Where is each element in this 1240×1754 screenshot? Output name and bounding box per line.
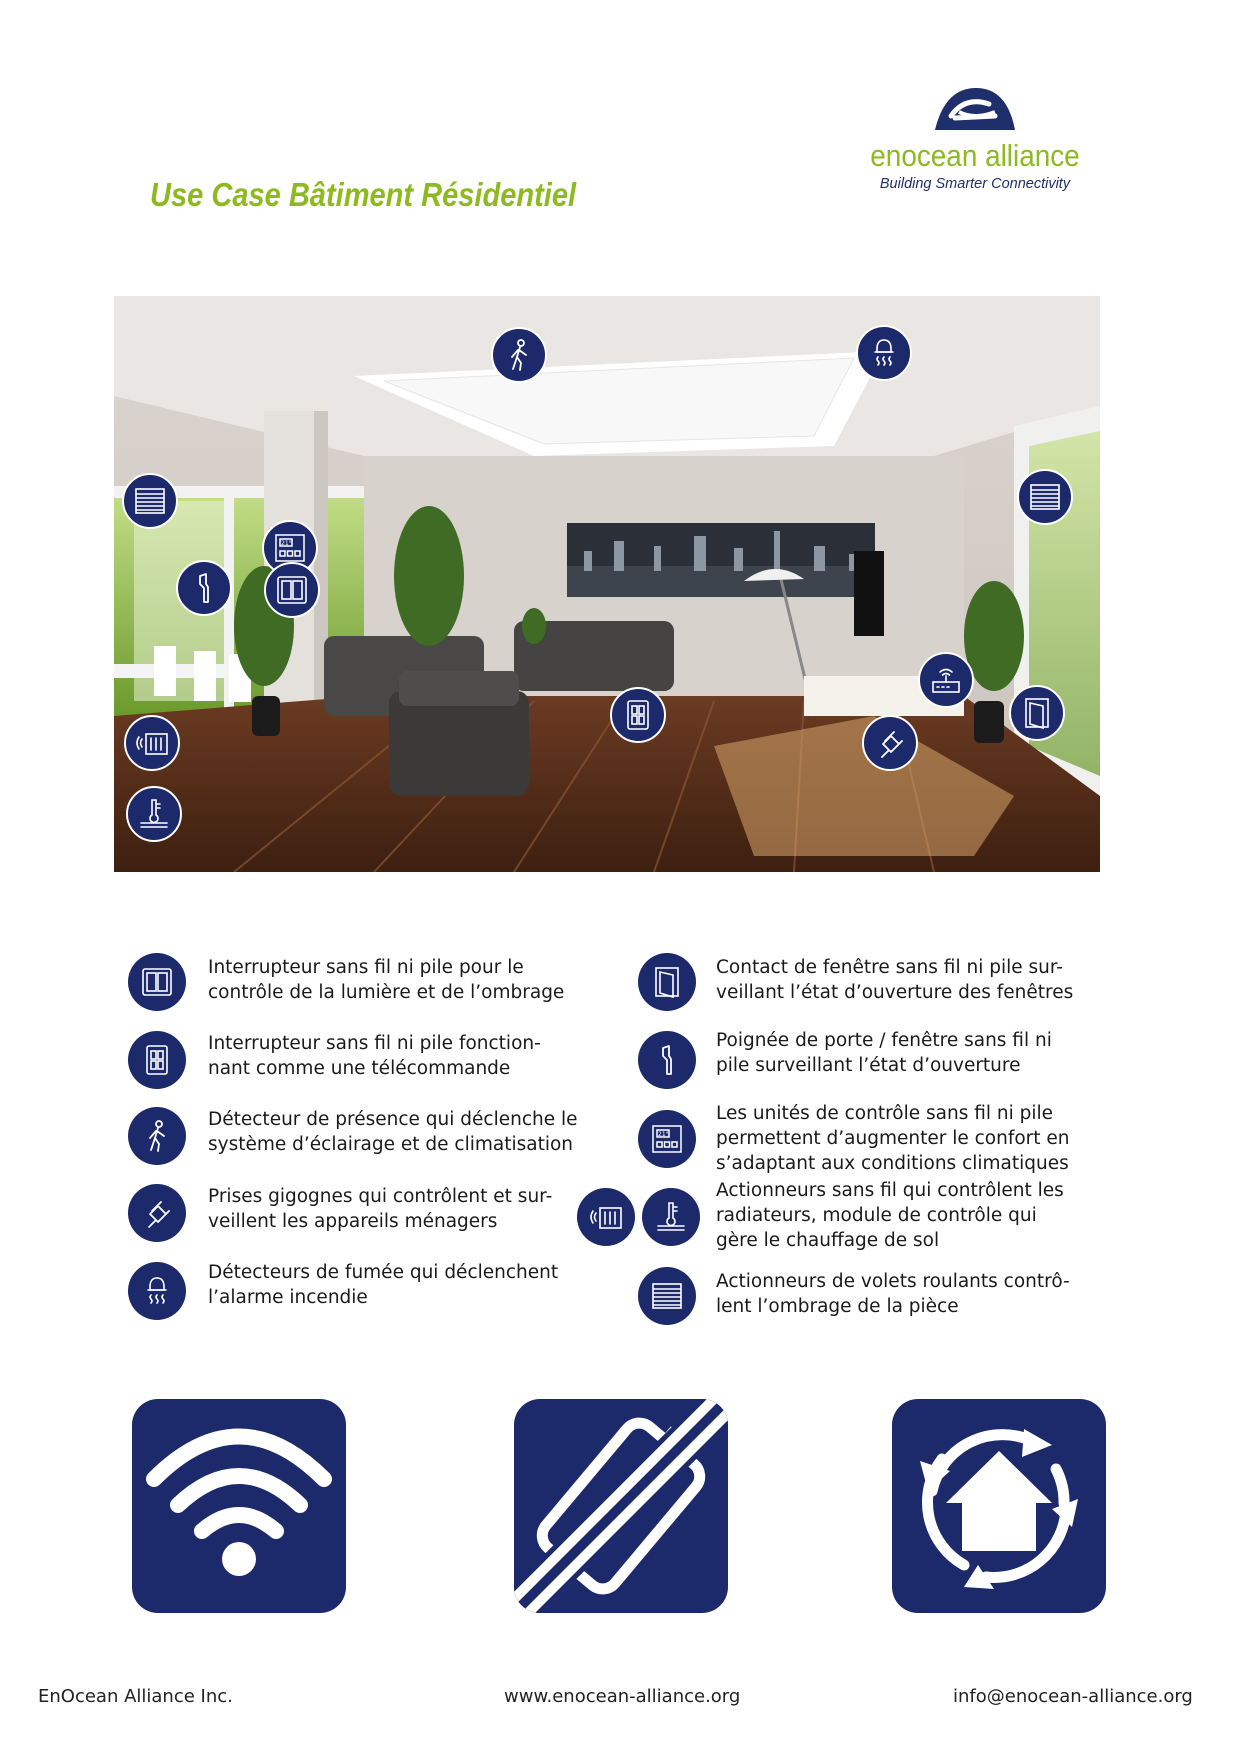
home-energy-cycle-icon: [892, 1399, 1106, 1613]
living-room-scene: [114, 296, 1100, 872]
living-room-image: [114, 296, 1100, 872]
radiator-icon: [588, 1199, 624, 1235]
legend-text-plug: Prises gigognes qui contrôlent et sur- veillent les appareils ménagers: [208, 1186, 553, 1232]
footer-company: EnOcean Alliance Inc.: [38, 1686, 233, 1707]
hotspot-blind-actuator-right[interactable]: [1017, 469, 1073, 525]
legend-icon-double-switch: [128, 953, 186, 1011]
blind-actuator-icon: [649, 1278, 685, 1314]
legend-text-double-switch: Interrupteur sans fil ni pile pour le contrôle de la lumière et de l’ombrage: [208, 957, 565, 1003]
legend-text-remote-switch: Interrupteur sans fil ni pile fonction- nant comme une télécommande: [208, 1033, 541, 1079]
hotspot-double-switch[interactable]: [264, 562, 320, 618]
double-switch-icon: [139, 964, 175, 1000]
legend-icon-floor-heating: [642, 1188, 700, 1246]
legend-icon-smoke-detector: [128, 1262, 186, 1320]
hotspot-plug[interactable]: [862, 715, 918, 771]
home-energy-tile: [892, 1399, 1106, 1613]
thermostat-icon: [649, 1121, 685, 1157]
logo-tagline: Building Smarter Connectivity: [879, 176, 1071, 192]
legend-text-presence: Détecteur de présence qui déclenche le système d’éclairage et de climatisation: [208, 1109, 578, 1155]
legend-icon-window-handle: [638, 1031, 696, 1089]
thermostat-value: 21°: [658, 1131, 669, 1138]
hotspot-remote-switch[interactable]: [610, 687, 666, 743]
legend-text-window-handle: Poignée de porte / fenêtre sans fil ni pile surveillant l’état d’ouverture: [716, 1030, 1052, 1076]
floor-heating-icon: [136, 796, 172, 832]
wireless-tile: [132, 1399, 346, 1613]
hotspot-floor-heating[interactable]: [126, 786, 182, 842]
blind-actuator-icon: [132, 483, 168, 519]
double-switch-icon: [274, 572, 310, 608]
page-title: Use Case Bâtiment Résidentiel: [150, 176, 577, 213]
legend-text-window-contact: Contact de fenêtre sans fil ni pile sur- veillant l’état d’ouverture des fenêtres: [716, 957, 1074, 1003]
legend-icon-window-contact: [638, 953, 696, 1011]
legend-text-blind-actuator: Actionneurs de volets roulants contrô- lent l’ombrage de la pièce: [716, 1271, 1070, 1317]
hotspot-window-contact[interactable]: [1009, 685, 1065, 741]
legend-icon-plug: [128, 1184, 186, 1242]
logo-mark-icon: [855, 86, 1095, 136]
gateway-icon: [928, 662, 964, 698]
legend-icon-thermostat: [638, 1110, 696, 1168]
wireless-icon: [132, 1399, 346, 1613]
presence-icon: [501, 337, 537, 373]
footer-email[interactable]: info@enocean-alliance.org: [953, 1686, 1193, 1707]
blind-actuator-icon: [1027, 479, 1063, 515]
smoke-detector-icon: [866, 335, 902, 371]
hotspot-presence-detector[interactable]: [491, 327, 547, 383]
radiator-icon: [134, 725, 170, 761]
remote-switch-icon: [620, 697, 656, 733]
legend-text-heating-actuators: Actionneurs sans fil qui contrôlent les radiateurs, module de contrôle qui gère le chauffage de sol: [716, 1180, 1064, 1251]
floor-heating-icon: [653, 1199, 689, 1235]
smoke-detector-icon: [139, 1273, 175, 1309]
plug-icon: [139, 1195, 175, 1231]
legend-icon-presence: [128, 1107, 186, 1165]
window-contact-icon: [1019, 695, 1055, 731]
legend-text-smoke-detector: Détecteurs de fumée qui déclenchent l’alarme incendie: [208, 1262, 559, 1308]
plug-icon: [872, 725, 908, 761]
thermostat-icon: [272, 530, 308, 566]
window-contact-icon: [649, 964, 685, 1000]
thermostat-value: 21°: [281, 540, 292, 547]
hotspot-blind-actuator-left[interactable]: [122, 473, 178, 529]
hotspot-smoke-detector[interactable]: [856, 325, 912, 381]
footer-website[interactable]: www.enocean-alliance.org: [504, 1686, 741, 1707]
legend-icon-blind-actuator: [638, 1267, 696, 1325]
legend-icon-radiator: [577, 1188, 635, 1246]
no-battery-tile: [514, 1399, 728, 1613]
hotspot-gateway[interactable]: [918, 652, 974, 708]
legend-icon-remote-switch: [128, 1031, 186, 1089]
presence-icon: [139, 1118, 175, 1154]
remote-switch-icon: [139, 1042, 175, 1078]
hotspot-radiator[interactable]: [124, 715, 180, 771]
logo-wordmark: enocean alliance: [870, 138, 1080, 173]
window-handle-icon: [649, 1042, 685, 1078]
enocean-logo: [855, 86, 1095, 196]
window-handle-icon: [186, 570, 222, 606]
legend-text-thermostat: Les unités de contrôle sans fil ni pile permettent d’augmenter le confort en s’adaptant aux conditions climatiques: [716, 1103, 1070, 1174]
hotspot-window-handle[interactable]: [176, 560, 232, 616]
no-battery-icon: [514, 1399, 728, 1613]
